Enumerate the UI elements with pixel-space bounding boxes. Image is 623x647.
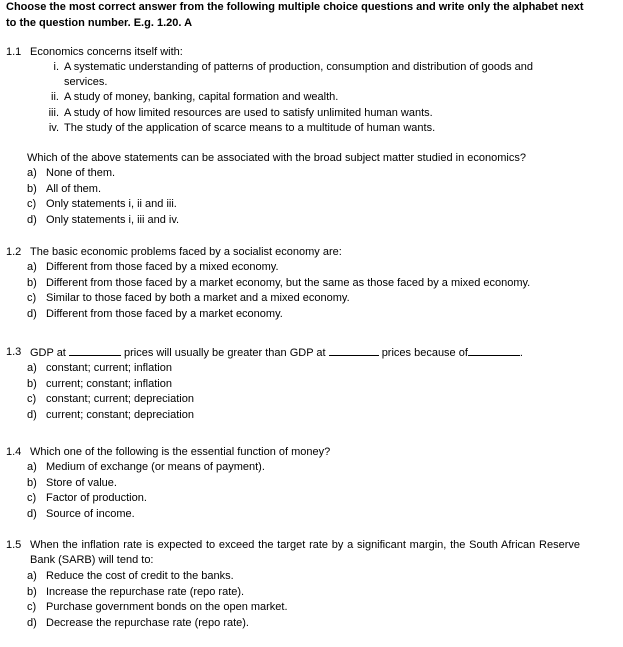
question-text-part: GDP at <box>30 347 66 359</box>
option-item <box>27 507 606 523</box>
option-letter: c) <box>27 393 37 405</box>
statement-item <box>44 106 606 121</box>
answer-blank <box>329 345 379 356</box>
option-text: Decrease the repurchase rate (repo rate). <box>46 616 249 629</box>
option-item <box>27 585 580 601</box>
option-item <box>27 460 606 476</box>
option-letter: d) <box>27 408 37 421</box>
option-text: current; constant; inflation <box>46 377 172 390</box>
statement-number: i. <box>53 61 59 73</box>
option-letter: d) <box>27 507 37 520</box>
option-list <box>27 569 580 631</box>
option-list <box>27 166 606 228</box>
option-item <box>27 491 606 507</box>
question-text-part: prices will usually be greater than GDP at <box>124 347 326 359</box>
option-text: Different from those faced by a market economy, but the same as those faced by a mixed economy. <box>46 276 531 289</box>
option-text: Similar to those faced by both a market and a mixed economy. <box>46 292 350 304</box>
question-number: 1.1 <box>6 46 22 58</box>
option-letter: b) <box>27 476 37 489</box>
option-item <box>27 408 606 424</box>
option-text: Only statements i, ii and iii. <box>46 198 177 211</box>
option-text: None of them. <box>46 167 116 180</box>
option-item <box>27 197 606 213</box>
option-item <box>27 260 606 276</box>
question-1-1 <box>6 45 606 228</box>
option-letter: b) <box>27 182 37 195</box>
option-letter: a) <box>27 167 37 180</box>
option-item <box>27 182 606 198</box>
statement-text: A study of money, banking, capital formation and wealth. <box>64 91 339 104</box>
option-letter: b) <box>27 377 37 390</box>
option-text: Only statements i, iii and iv. <box>46 213 180 226</box>
option-text: constant; current; depreciation <box>46 393 194 405</box>
question-text: Economics concerns itself with: <box>30 46 183 58</box>
statement-item <box>44 90 606 105</box>
question-text-part: . <box>519 347 523 359</box>
statement-item <box>44 60 606 90</box>
option-item <box>27 276 606 292</box>
option-letter: a) <box>27 461 37 473</box>
question-number: 1.4 <box>6 446 22 458</box>
option-letter: d) <box>27 213 37 226</box>
option-item <box>27 476 606 492</box>
option-item <box>27 361 606 377</box>
option-letter: c) <box>27 492 37 504</box>
option-text: Different from those faced by a market economy. <box>46 307 283 320</box>
option-text: Purchase government bonds on the open market. <box>46 601 288 613</box>
statement-item <box>44 121 606 136</box>
question-1-4 <box>6 445 606 522</box>
option-letter: d) <box>27 616 37 629</box>
option-letter: c) <box>27 292 37 304</box>
option-letter: a) <box>27 362 37 374</box>
option-letter: c) <box>27 601 37 613</box>
question-text: When the inflation rate is expected to exceed the target rate by a significant margin, the South African Reserve Bank (SARB) will tend to: <box>30 539 580 566</box>
option-text: Reduce the cost of credit to the banks. <box>46 570 234 582</box>
option-item <box>27 569 580 585</box>
option-item <box>27 291 606 307</box>
option-text: constant; current; inflation <box>46 362 172 374</box>
option-letter: c) <box>27 198 37 211</box>
question-1-2 <box>6 245 606 322</box>
option-text: Medium of exchange (or means of payment). <box>46 461 265 473</box>
question-number: 1.2 <box>6 246 22 258</box>
option-letter: a) <box>27 261 37 273</box>
option-letter: b) <box>27 276 37 289</box>
option-text: Factor of production. <box>46 492 147 504</box>
option-letter: d) <box>27 307 37 320</box>
question-1-3 <box>6 345 606 423</box>
question-number: 1.5 <box>6 539 22 551</box>
statement-number: iii. <box>48 106 59 119</box>
question-text-part: prices because of <box>381 347 468 359</box>
statement-number: ii. <box>51 91 59 104</box>
statement-text: The study of the application of scarce means to a multitude of human wants. <box>64 121 436 134</box>
option-letter: b) <box>27 585 37 598</box>
option-item <box>27 307 606 323</box>
statement-text: A systematic understanding of patterns of production, consumption and distribution of goods and services. <box>64 61 534 89</box>
answer-blank <box>468 345 520 356</box>
option-text: Store of value. <box>46 476 117 489</box>
statement-number: iv. <box>48 121 59 134</box>
option-item <box>27 616 580 632</box>
statement-text: A study of how limited resources are used to satisfy unlimited human wants. <box>64 106 433 119</box>
statement-list <box>44 60 606 136</box>
question-number: 1.3 <box>6 346 22 358</box>
option-text: current; constant; depreciation <box>46 408 194 421</box>
option-list <box>27 260 606 322</box>
option-item <box>27 600 580 616</box>
option-text: Increase the repurchase rate (repo rate). <box>46 585 245 598</box>
question-text: The basic economic problems faced by a socialist economy are: <box>30 246 342 258</box>
option-text: All of them. <box>46 182 102 195</box>
question-1-5 <box>6 538 580 631</box>
option-item <box>27 166 606 182</box>
option-item <box>27 213 606 229</box>
option-list <box>27 460 606 522</box>
question-text <box>30 345 606 360</box>
option-text: Source of income. <box>46 507 135 520</box>
option-item <box>27 392 606 408</box>
instructions: Choose the most correct answer from the following multiple choice questions and write only the alphabet next to the question number. E.g. 1.20. A <box>6 1 584 29</box>
option-letter: a) <box>27 570 37 582</box>
option-list <box>27 361 606 423</box>
option-text: Different from those faced by a mixed economy. <box>46 261 279 273</box>
sub-question-text: Which of the above statements can be associated with the broad subject matter studied in economics? <box>27 152 526 165</box>
answer-blank <box>69 345 121 356</box>
option-item <box>27 377 606 393</box>
question-text: Which one of the following is the essential function of money? <box>30 446 331 458</box>
